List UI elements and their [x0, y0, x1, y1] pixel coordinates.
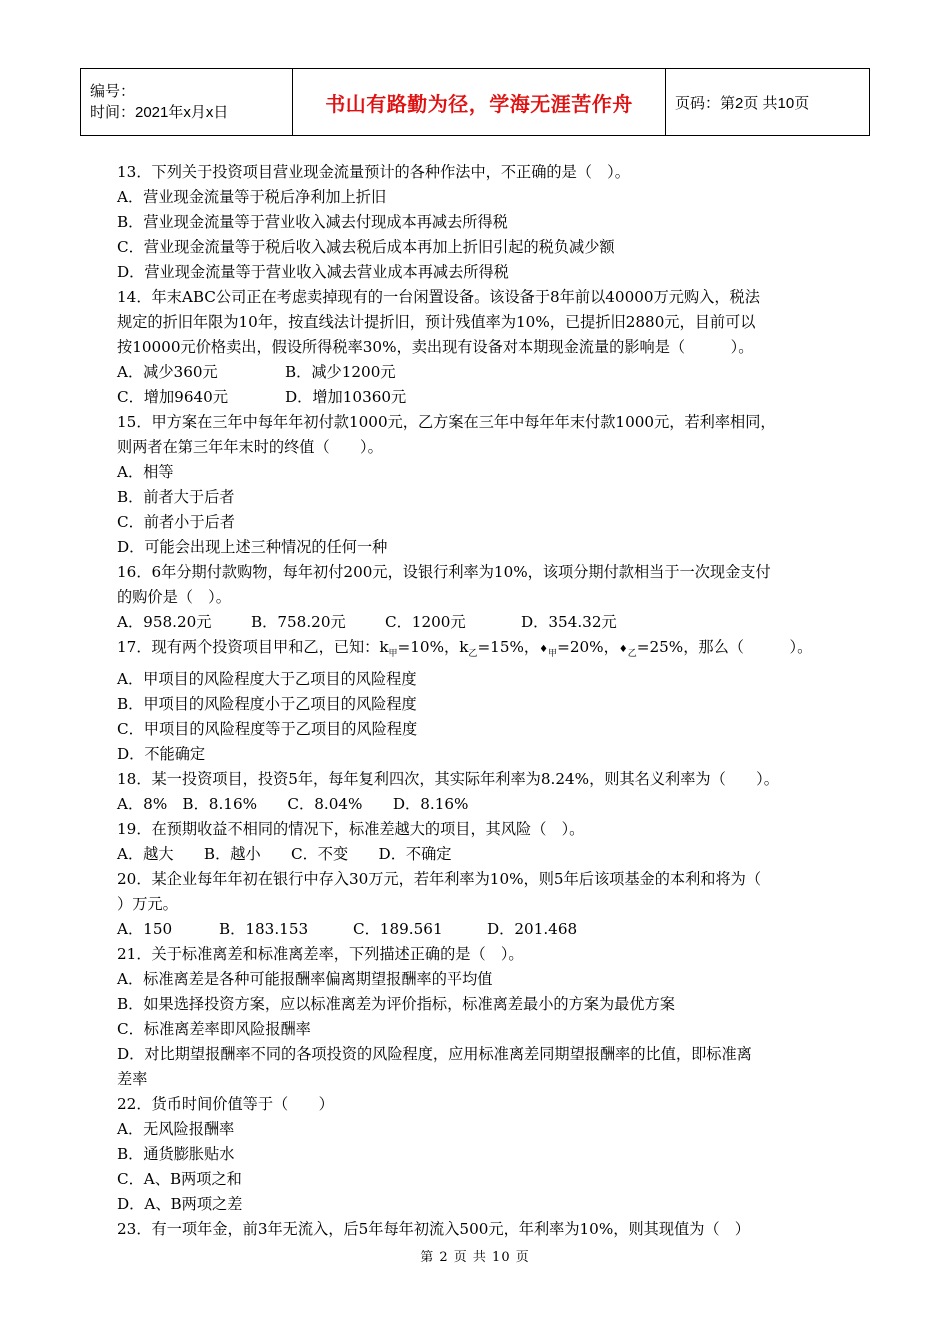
text-line: D．可能会出现上述三种情况的任何一种	[117, 538, 388, 556]
option: C．1200元	[385, 613, 466, 631]
text-line: 23．有一项年金，前3年无流入，后5年每年初流入500元，年利率为10%，则其现值为（ ）	[117, 1220, 750, 1239]
text-line: A．营业现金流量等于税后净利加上折旧	[117, 188, 387, 206]
text-line: B．甲项目的风险程度小于乙项目的风险程度	[117, 695, 417, 714]
text-line: 16．6年分期付款购物，每年初付200元，设银行利率为10%，该项分期付款相当于一次现金支付	[117, 563, 771, 581]
option: B．758.20元	[251, 613, 346, 631]
sigma-symbol-icon: ♦	[618, 644, 628, 655]
option: A．减少360元	[117, 363, 218, 381]
time-label: 时间：2021年x月x日	[90, 104, 229, 121]
text-line: 15．甲方案在三年中每年年初付款1000元，乙方案在三年中每年年末付款1000元，若利率相同，	[117, 413, 776, 431]
text-line: C．A、B两项之和	[117, 1170, 242, 1189]
text-line: D．不能确定	[117, 745, 206, 764]
text-line: ）万元。	[117, 895, 178, 914]
text-line: A．8% B．8.16% C．8.04% D．8.16%	[117, 795, 469, 814]
option: C．增加9640元	[117, 388, 229, 406]
option-row	[117, 385, 835, 410]
text-line: 13．下列关于投资项目营业现金流量预计的各种作法中，不正确的是（ ）。	[117, 163, 630, 181]
text-line: A．标准离差是各种可能报酬率偏离期望报酬率的平均值	[117, 970, 493, 989]
text-line: 21．关于标准离差和标准离差率，下列描述正确的是（ ）。	[117, 945, 524, 964]
option-row	[117, 360, 835, 385]
option: D．增加10360元	[285, 388, 407, 406]
option: C．189.561	[353, 920, 443, 939]
text-line: C．标准离差率即风险报酬率	[117, 1020, 311, 1039]
text-line: 20．某企业每年年初在银行中存入30万元，若年利率为10%，则5年后该项基金的本利和将为（	[117, 870, 762, 889]
page-label: 页码：第2页 共10页	[666, 69, 870, 136]
text-line: 规定的折旧年限为10年，按直线法计提折旧，预计残值率为10%，已提折旧2880元，目前可以	[117, 313, 756, 331]
text-line: B．营业现金流量等于营业收入减去付现成本再减去所得税	[117, 213, 508, 231]
text-line: B．通货膨胀贴水	[117, 1145, 235, 1164]
page-footer: 第 2 页 共 10 页	[420, 1250, 530, 1265]
option-row	[117, 610, 835, 635]
text-line: D．A、B两项之差	[117, 1195, 243, 1214]
sigma-symbol-icon: ♦	[539, 644, 549, 655]
header-left-cell	[81, 69, 293, 136]
text-line: A．越大 B．越小 C．不变 D．不确定	[117, 845, 452, 864]
q17-line: 17．现有两个投资项目甲和乙，已知：$k_甲=10\%$，$k_乙=15\%$，$♦_甲=20\%$，$♦_乙=25\%$，那么（ ）。	[117, 638, 813, 660]
text-line: 则两者在第三年年末时的终值（ ）。	[117, 438, 383, 456]
text-line: A．甲项目的风险程度大于乙项目的风险程度	[117, 670, 417, 689]
text-line: 的购价是（ ）。	[117, 588, 231, 606]
text-line: 19．在预期收益不相同的情况下，标准差越大的项目，其风险（ ）。	[117, 820, 585, 839]
text-line: A．无风险报酬率	[117, 1120, 235, 1139]
text-line: D．营业现金流量等于营业收入减去营业成本再减去所得税	[117, 263, 509, 281]
text-line: A．相等	[117, 463, 174, 481]
text-line: 14．年末ABC公司正在考虑卖掉现有的一台闲置设备。该设备于8年前以40000万元购入，税法	[117, 288, 760, 306]
text-line: B．如果选择投资方案，应以标准离差为评价指标，标准离差最小的方案为最优方案	[117, 995, 675, 1014]
text-line: C．营业现金流量等于税后收入减去税后成本再加上折旧引起的税负减少额	[117, 238, 615, 256]
text-line: 22．货币时间价值等于（ ）	[117, 1095, 334, 1114]
text-line: 按10000元价格卖出，假设所得税率30%，卖出现有设备对本期现金流量的影响是（ ）。	[117, 338, 754, 356]
question-content	[117, 160, 835, 1242]
option: B．减少1200元	[285, 363, 396, 381]
option: D．201.468	[487, 920, 578, 939]
text-line: 18．某一投资项目，投资5年，每年复利四次，其实际年利率为8.24%，则其名义利率为（ ）。	[117, 770, 779, 789]
header-table	[80, 68, 870, 136]
option: A．150	[117, 920, 173, 939]
option: A．958.20元	[117, 613, 212, 631]
text-line: 差率	[117, 1070, 148, 1089]
number-label: 编号：	[90, 83, 136, 100]
text-line: B．前者大于后者	[117, 488, 235, 506]
option: B．183.153	[219, 920, 309, 939]
option: D．354.32元	[521, 613, 617, 631]
text-line: C．甲项目的风险程度等于乙项目的风险程度	[117, 720, 418, 739]
motto: 书山有路勤为径，学海无涯苦作舟	[293, 69, 666, 136]
text-line: C．前者小于后者	[117, 513, 235, 531]
option-row	[117, 917, 835, 942]
text-line: D．对比期望报酬率不同的各项投资的风险程度，应用标准离差同期望报酬率的比值，即标准离	[117, 1045, 752, 1064]
